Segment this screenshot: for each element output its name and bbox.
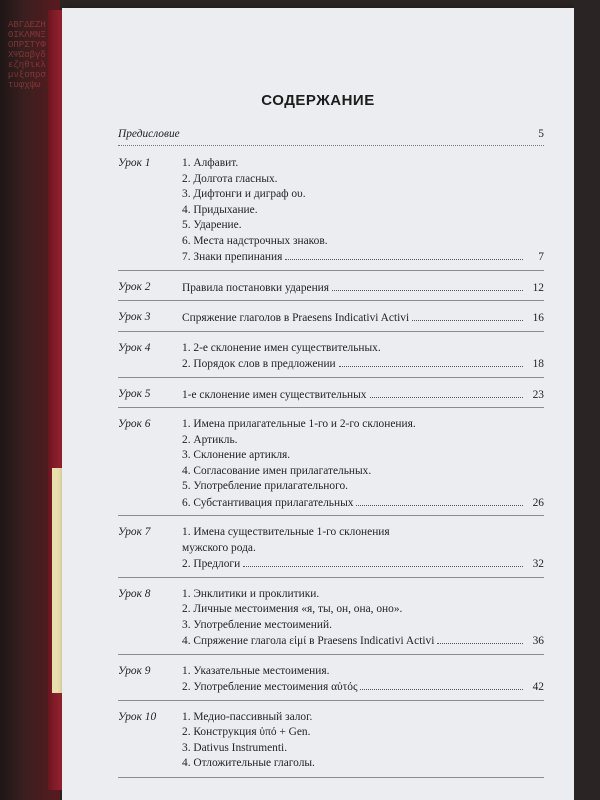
dot-leader <box>285 249 523 260</box>
topic-text: 2. Употребление местоимения αὐτός <box>182 681 358 693</box>
toc-lesson-row[interactable] <box>118 417 544 516</box>
topic-text: 6. Субстантивация прилагательных <box>182 496 354 509</box>
lesson-topic <box>182 172 544 188</box>
dot-leader <box>437 633 523 644</box>
lesson-topics <box>182 341 544 372</box>
toc-lesson-row[interactable] <box>118 525 544 578</box>
lesson-topic <box>182 387 544 403</box>
lesson-topic <box>182 280 544 296</box>
lesson-topic <box>182 602 544 618</box>
page-number: 23 <box>532 388 544 401</box>
lesson-topic <box>182 356 544 372</box>
lesson-topic <box>182 679 544 695</box>
table-of-contents <box>118 128 544 787</box>
lesson-topic <box>182 218 544 234</box>
page-number: 32 <box>532 558 544 570</box>
dot-leader <box>356 495 523 506</box>
toc-intro-row[interactable] <box>118 128 544 146</box>
topic-text: 4. Отложительные глаголы. <box>182 757 315 769</box>
lesson-topic <box>182 756 544 772</box>
dot-leader <box>339 356 523 367</box>
lesson-topic <box>182 156 544 172</box>
lesson-topic <box>182 495 544 511</box>
lesson-topic <box>182 479 544 495</box>
lesson-label: Урок 1 <box>118 157 151 169</box>
lesson-topic <box>182 249 544 265</box>
intro-label: Предисловие <box>118 128 180 140</box>
dot-leader <box>332 280 523 291</box>
lesson-topics <box>182 710 544 772</box>
topic-text: 1. Алфавит. <box>182 157 239 169</box>
topic-text: 1. Медио-пассивный залог. <box>182 710 313 723</box>
topic-text: 4. Придыхание. <box>182 203 258 216</box>
topic-text: 4. Спряжение глагола εἰμί в Praesens Indicativi Activi <box>182 635 435 647</box>
topic-text: 3. Дифтонги и диграф ου. <box>182 188 306 200</box>
lesson-label: Урок 7 <box>118 526 151 538</box>
lesson-topic <box>182 417 544 433</box>
lesson-label: Урок 2 <box>118 280 151 293</box>
page-number: 12 <box>532 281 544 294</box>
lesson-label: Урок 4 <box>118 341 151 354</box>
lesson-label: Урок 3 <box>118 311 151 323</box>
toc-lesson-row[interactable] <box>118 710 544 778</box>
lesson-topic <box>182 433 544 449</box>
lesson-topics <box>182 417 544 510</box>
lesson-label: Урок 9 <box>118 664 151 677</box>
page-number: 7 <box>538 251 544 263</box>
dot-leader <box>243 556 523 567</box>
lesson-topic <box>182 618 544 634</box>
toc-lesson-row[interactable] <box>118 341 544 378</box>
topic-text: 2. Долгота гласных. <box>182 172 278 185</box>
page-number: 36 <box>532 635 544 647</box>
toc-lesson-row[interactable] <box>118 280 544 302</box>
lesson-topic <box>182 710 544 726</box>
topic-text: 5. Ударение. <box>182 219 242 231</box>
lesson-topics <box>182 587 544 649</box>
toc-lesson-row[interactable] <box>118 664 544 701</box>
topic-text: 1. Указательные местоимения. <box>182 664 330 677</box>
lesson-topic <box>182 633 544 649</box>
lesson-topic <box>182 725 544 741</box>
lessons-list <box>118 156 544 778</box>
lesson-label: Урок 6 <box>118 418 151 430</box>
lesson-topic <box>182 341 544 357</box>
page-number: 26 <box>532 496 544 509</box>
lesson-label: Урок 8 <box>118 587 151 600</box>
lesson-topic <box>182 310 544 326</box>
lesson-topics <box>182 525 544 572</box>
lesson-topics <box>182 387 544 403</box>
topic-text: 3. Dativus Instrumenti. <box>182 741 288 754</box>
lesson-topics <box>182 280 544 296</box>
topic-text: 1. 2-е склонение имен существительных. <box>182 341 381 354</box>
lesson-topic <box>182 556 544 572</box>
topic-text: 1. Имена прилагательные 1-го и 2-го склонения. <box>182 418 416 430</box>
topic-text: 2. Порядок слов в предложении <box>182 358 336 370</box>
topic-text: 7. Знаки препинания <box>182 251 283 263</box>
topic-text: 1. Имена существительные 1-го склонения <box>182 526 390 538</box>
lesson-topic <box>182 187 544 203</box>
topic-text: 1-е склонение имен существительных <box>182 388 367 401</box>
toc-lesson-row[interactable] <box>118 310 544 332</box>
topic-text: 3. Употребление местоимений. <box>182 618 332 631</box>
topic-text: 3. Склонение артикля. <box>182 449 291 461</box>
lesson-label: Урок 10 <box>118 710 157 723</box>
lesson-topics <box>182 156 544 265</box>
lesson-topic <box>182 203 544 219</box>
intro-page-number: 5 <box>538 128 544 140</box>
lesson-topic <box>182 741 544 757</box>
topic-text: 4. Согласование имен прилагательных. <box>182 464 372 477</box>
topic-text: 2. Предлоги <box>182 558 241 570</box>
page-number: 18 <box>532 358 544 370</box>
topic-text: мужского рода. <box>182 541 256 554</box>
dot-leader <box>370 387 524 398</box>
topic-text: Правила постановки ударения <box>182 281 329 294</box>
topic-text: Спряжение глаголов в Praesens Indicativi Activi <box>182 312 410 324</box>
spine-decoration: ΑΒΓΔΕΖΗΘΙΚΛΜΝΞΟΠΡΣΤΥΦΧΨΩαβγδεζηθικλμνξοπρστυφχψω <box>8 20 46 90</box>
toc-lesson-row[interactable] <box>118 156 544 271</box>
page-number: 42 <box>532 681 544 693</box>
dot-leader <box>412 310 523 321</box>
lesson-topic <box>182 541 544 557</box>
lesson-topic <box>182 664 544 680</box>
lesson-topic <box>182 448 544 464</box>
dot-leader <box>360 679 523 690</box>
lesson-topic <box>182 234 544 250</box>
page-title: СОДЕРЖАНИЕ <box>261 92 375 109</box>
lesson-topics <box>182 664 544 695</box>
topic-text: 5. Употребление прилагательного. <box>182 480 349 492</box>
lesson-topic <box>182 587 544 603</box>
toc-lesson-row[interactable] <box>118 387 544 409</box>
toc-lesson-row[interactable] <box>118 587 544 655</box>
topic-text: 1. Энклитики и проклитики. <box>182 587 320 600</box>
page-number: 16 <box>532 312 544 324</box>
topic-text: 2. Конструкция ὑπό + Gen. <box>182 726 311 738</box>
topic-text: 2. Личные местоимения «я, ты, он, она, оно». <box>182 603 403 615</box>
background-right <box>574 0 600 800</box>
lesson-label: Урок 5 <box>118 387 151 400</box>
lesson-topics <box>182 310 544 326</box>
topic-text: 2. Артикль. <box>182 433 238 446</box>
lesson-topic <box>182 464 544 480</box>
topic-text: 6. Места надстрочных знаков. <box>182 234 328 247</box>
lesson-topic <box>182 525 544 541</box>
